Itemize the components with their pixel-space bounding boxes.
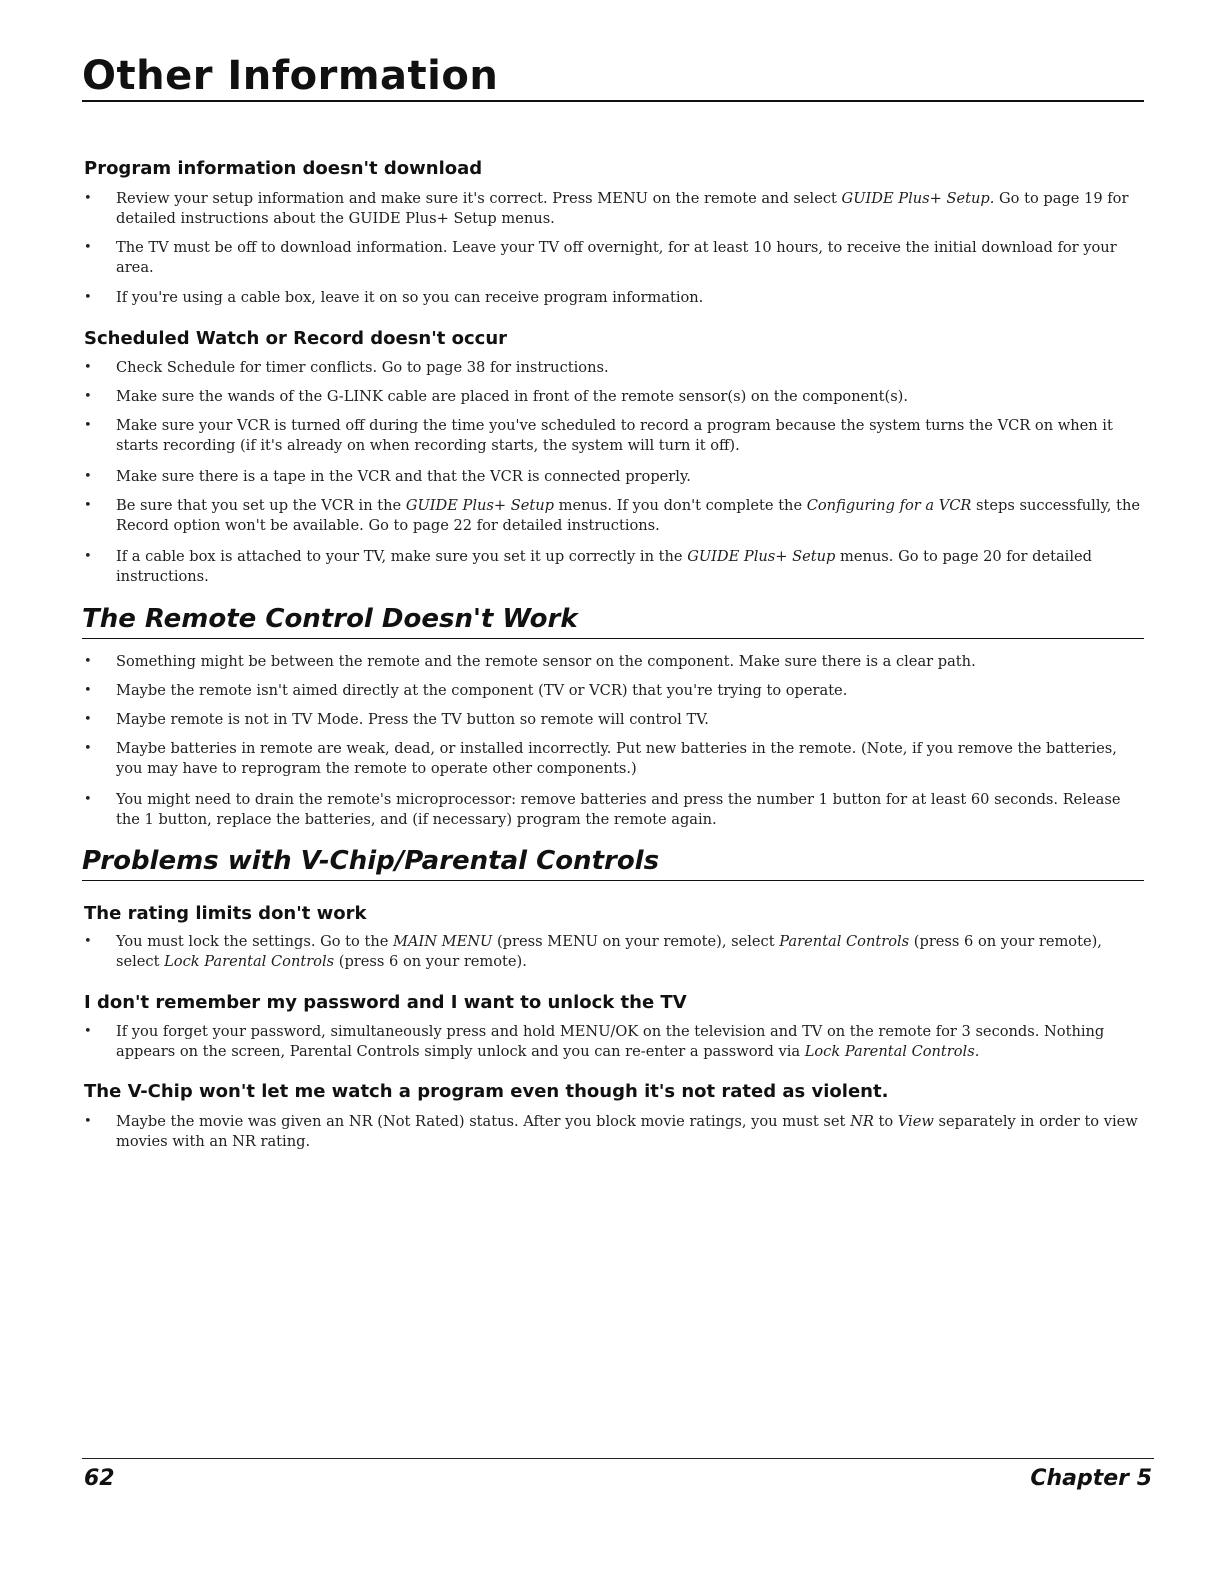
section-divider	[82, 880, 1144, 881]
page-title: Other Information	[82, 53, 499, 99]
section-heading-remote-control: The Remote Control Doesn't Work	[82, 604, 578, 634]
list-item: • Be sure that you set up the VCR in the GUIDE Plus+ Setup menus. If you don't complete the Configuring for a VCR steps successfully, the Record option won't be available. Go to page 22 for detailed instructions.	[116, 496, 1146, 536]
list-item: • Check Schedule for timer conflicts. Go to page 38 for instructions.	[116, 358, 1146, 378]
page-number: 62	[84, 1466, 115, 1491]
section-heading-program-info: Program information doesn't download	[84, 158, 483, 179]
list-item: • Make sure your VCR is turned off during the time you've scheduled to record a program because the system turns the VCR on when it starts recording (if it's already on when recording starts, the system will turn it off).	[116, 416, 1146, 456]
list-item: • Something might be between the remote and the remote sensor on the component. Make sure there is a clear path.	[116, 652, 1146, 672]
list-item: • Review your setup information and make sure it's correct. Press MENU on the remote and select GUIDE Plus+ Setup. Go to page 19 for detailed instructions about the GUIDE Plus+ Setup menus.	[116, 189, 1146, 229]
subsection-heading-rating-limits: The rating limits don't work	[84, 903, 367, 924]
section-heading-vchip: Problems with V-Chip/Parental Controls	[82, 846, 660, 876]
list-item: • You might need to drain the remote's microprocessor: remove batteries and press the number 1 button for at least 60 seconds. Release the 1 button, replace the batteries, and (if necessary) program the remote again.	[116, 790, 1146, 830]
footer-divider	[82, 1458, 1154, 1459]
list-item: • The TV must be off to download information. Leave your TV off overnight, for at least 10 hours, to receive the initial download for your area.	[116, 238, 1146, 278]
title-divider	[82, 100, 1144, 102]
list-item: • Make sure there is a tape in the VCR and that the VCR is connected properly.	[116, 467, 1146, 487]
section-heading-scheduled-watch: Scheduled Watch or Record doesn't occur	[84, 328, 508, 349]
list-item: • Maybe remote is not in TV Mode. Press the TV button so remote will control TV.	[116, 710, 1146, 730]
list-item: • You must lock the settings. Go to the MAIN MENU (press MENU on your remote), select Parental Controls (press 6 on your remote), select Lock Parental Controls (press 6 on your remote).	[116, 932, 1146, 972]
chapter-label: Chapter 5	[1030, 1466, 1152, 1491]
list-item: • If you forget your password, simultaneously press and hold MENU/OK on the television and TV on the remote for 3 seconds. Nothing appears on the screen, Parental Controls simply unlock and you can re-enter a password via Lock Parental Controls.	[116, 1022, 1146, 1062]
list-item: • Make sure the wands of the G-LINK cable are placed in front of the remote sensor(s) on the component(s).	[116, 387, 1146, 407]
list-item: • If you're using a cable box, leave it on so you can receive program information.	[116, 288, 1146, 308]
list-item: • Maybe the remote isn't aimed directly at the component (TV or VCR) that you're trying to operate.	[116, 681, 1146, 701]
list-item: • If a cable box is attached to your TV, make sure you set it up correctly in the GUIDE Plus+ Setup menus. Go to page 20 for detailed instructions.	[116, 547, 1146, 587]
section-divider	[82, 638, 1144, 639]
list-item: • Maybe batteries in remote are weak, dead, or installed incorrectly. Put new batteries in the remote. (Note, if you remove the batteries, you may have to reprogram the remote to operate other components.)	[116, 739, 1146, 779]
subsection-heading-not-rated: The V-Chip won't let me watch a program even though it's not rated as violent.	[84, 1081, 889, 1102]
list-item: • Maybe the movie was given an NR (Not Rated) status. After you block movie ratings, you must set NR to View separately in order to view movies with an NR rating.	[116, 1112, 1146, 1152]
subsection-heading-password: I don't remember my password and I want to unlock the TV	[84, 992, 687, 1013]
